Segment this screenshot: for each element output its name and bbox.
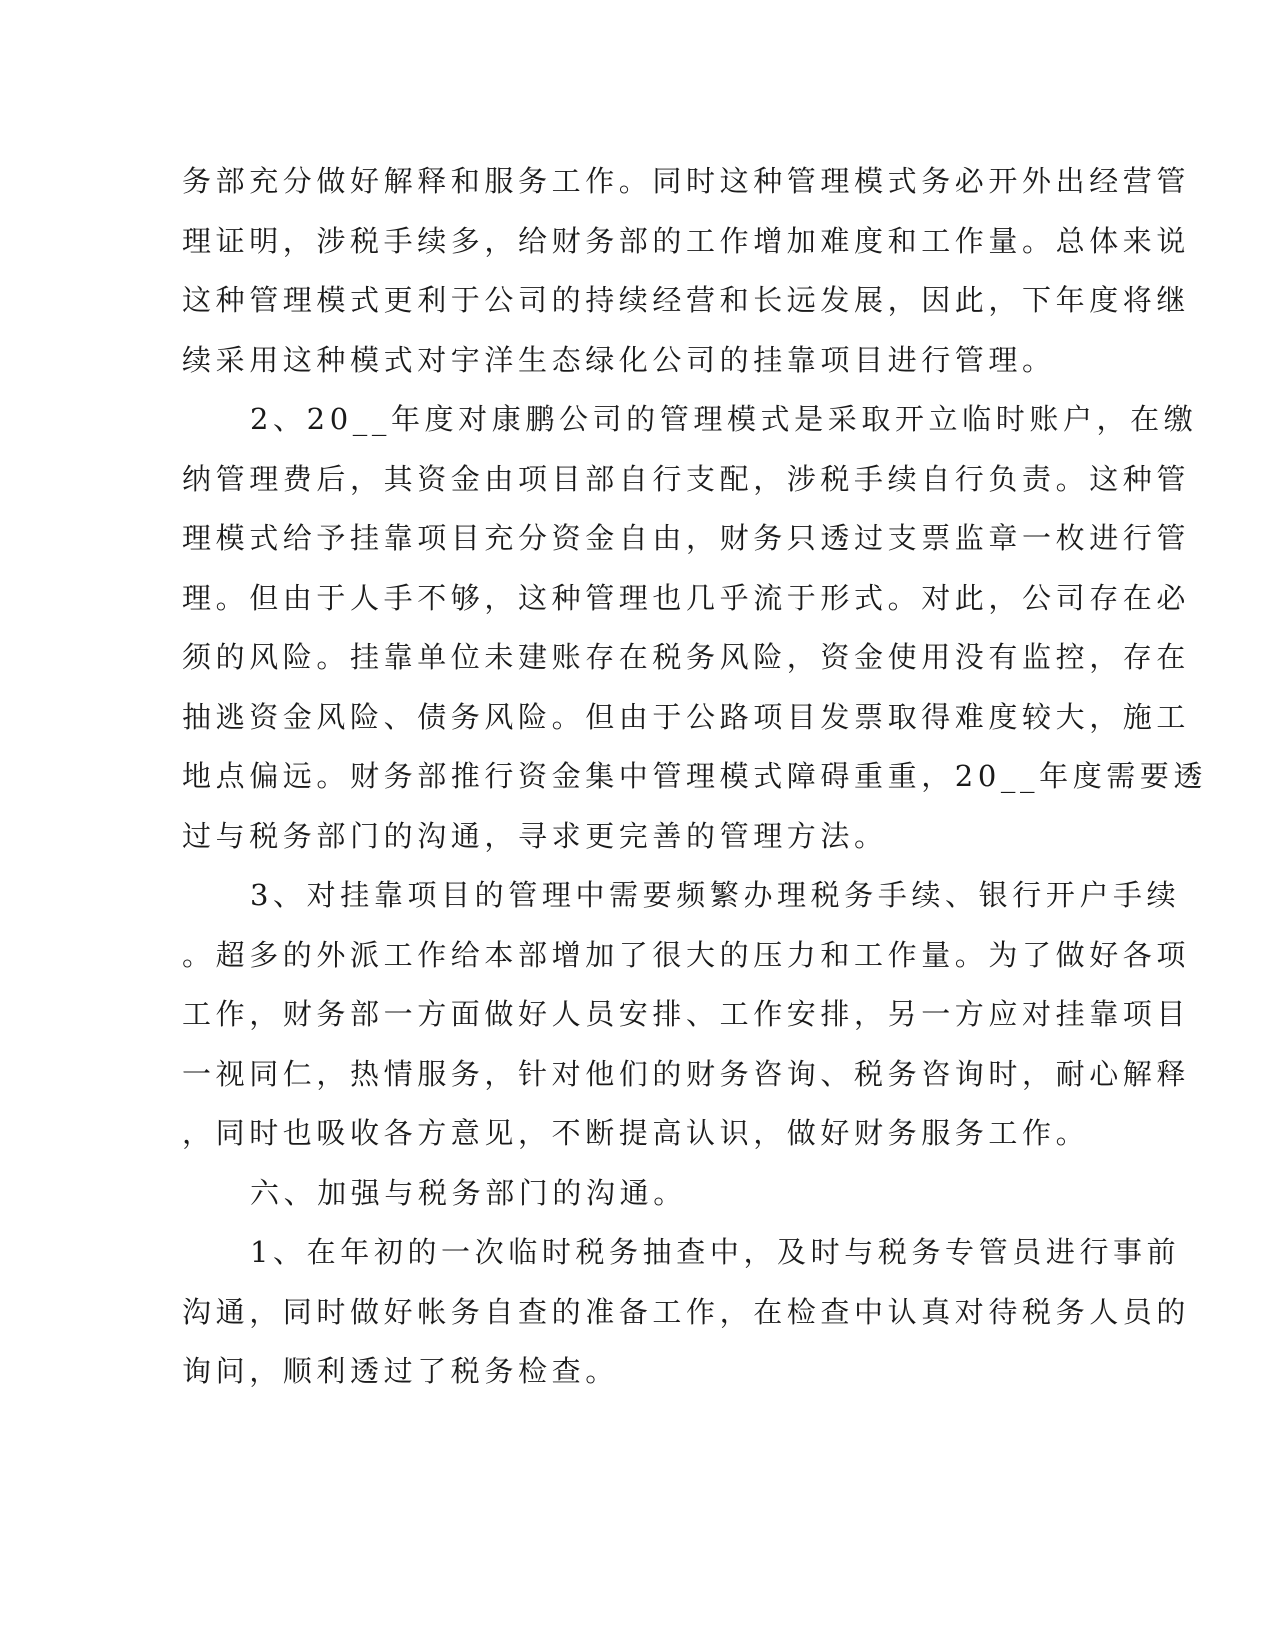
text-line: 理证明，涉税手续多，给财务部的工作增加难度和工作量。总体来说	[182, 223, 1191, 258]
text-line: 询问，顺利透过了税务检查。	[182, 1354, 619, 1388]
text-line: 六、加强与税务部门的沟通。	[250, 1175, 687, 1210]
section-heading-six	[182, 1164, 1032, 1224]
text-line: 务部充分做好解释和服务工作。同时这种管理模式务必开外出经营管	[182, 164, 1191, 198]
text-line: 须的风险。挂靠单位未建账存在税务风险，资金使用没有监控，存在	[182, 640, 1191, 674]
text-line: 1、在年初的一次临时税务抽查中，及时与税务专管员进行事前	[250, 1235, 1181, 1269]
text-line: 地点偏远。财务部推行资金集中管理模式障碍重重，20__年度需要透	[182, 759, 1208, 793]
text-line: 纳管理费后，其资金由项目部自行支配，涉税手续自行负责。这种管	[182, 461, 1191, 496]
text-line: 一视同仁，热情服务，针对他们的财务咨询、税务咨询时，耐心解释	[182, 1056, 1191, 1091]
text-line: ，同时也吸收各方意见，不断提高认识，做好财务服务工作。	[182, 1116, 1090, 1150]
text-line: 3、对挂靠项目的管理中需要频繁办理税务手续、银行开户手续	[250, 878, 1181, 912]
text-line: 过与税务部门的沟通，寻求更完善的管理方法。	[182, 818, 888, 853]
text-line: 工作，财务部一方面做好人员安排、工作安排，另一方应对挂靠项目	[182, 997, 1191, 1031]
text-line: 2、20__年度对康鹏公司的管理模式是采取开立临时账户，在缴	[250, 402, 1198, 436]
paragraph-2	[182, 390, 1208, 866]
text-line: 。超多的外派工作给本部增加了很大的压力和工作量。为了做好各项	[182, 937, 1191, 972]
paragraph-3	[182, 866, 1191, 1164]
text-line: 这种管理模式更利于公司的持续经营和长远发展，因此，下年度将继	[182, 283, 1191, 317]
document-body	[182, 152, 1208, 1402]
text-line: 续采用这种模式对宇洋生态绿化公司的挂靠项目进行管理。	[182, 342, 1056, 377]
text-line: 抽逃资金风险、债务风险。但由于公路项目发票取得难度较大，施工	[182, 699, 1191, 734]
text-line: 沟通，同时做好帐务自查的准备工作，在检查中认真对待税务人员的	[182, 1294, 1191, 1329]
text-line: 理。但由于人手不够，这种管理也几乎流于形式。对此，公司存在必	[182, 580, 1191, 615]
paragraph-1	[182, 152, 1191, 390]
paragraph-5	[182, 1223, 1191, 1402]
text-line: 理模式给予挂靠项目充分资金自由，财务只透过支票监章一枚进行管	[182, 521, 1191, 555]
